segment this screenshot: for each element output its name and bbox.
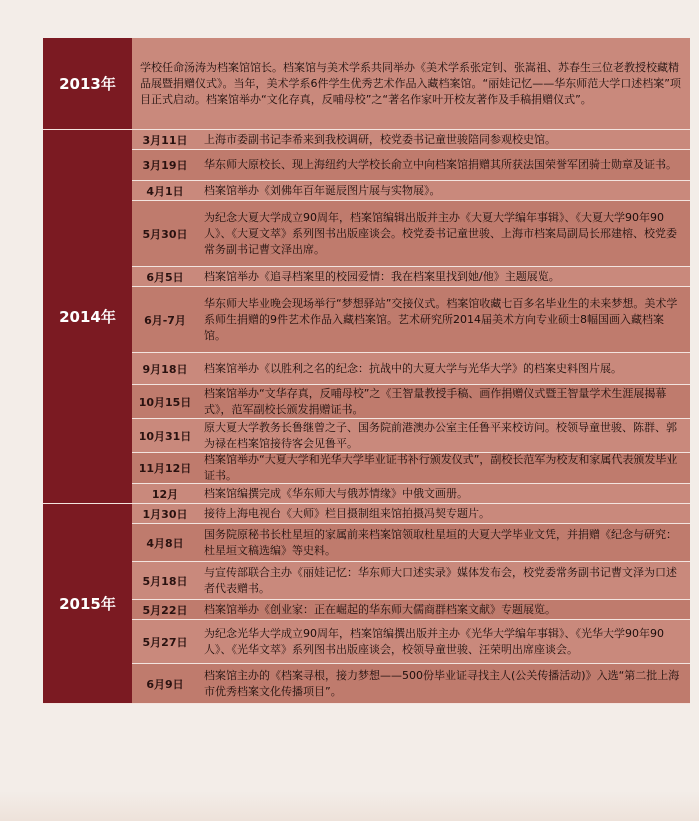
entry-text: 学校任命汤涛为档案馆馆长。档案馆与美术学系共同举办《美术学系张定钊、张嵩祖、苏春生三位老教授校藏精品展暨捐赠仪式》。当年，美术学系6件学生优秀艺术作品入藏档案馆。“丽娃记忆——华东师范大学口述档案”项目正式启动。档案馆举办“文化存真，反哺母校”之“著名作家叶开校友著作及手稿捐赠仪式”。 (140, 60, 681, 106)
entry-date: 1月30日 (142, 507, 188, 521)
entry-text: 与宣传部联合主办《丽娃记忆：华东师大口述实录》媒体发布会，校党委常务副书记曹文泽为口述者代表赠书。 (204, 565, 677, 595)
timeline-row (132, 38, 690, 130)
timeline-row (132, 453, 690, 484)
decorative-footer-art (0, 791, 699, 821)
entry-text: 接待上海电视台《大师》栏目摄制组来馆拍摄冯契专题片。 (204, 506, 490, 520)
timeline-row (132, 201, 690, 267)
year-cell (43, 38, 132, 130)
timeline-row (132, 484, 690, 504)
entry-text: 档案馆主办的《档案寻根，接力梦想——500份毕业证寻找主人(公关传播活动)》入选“第二批上海市优秀档案文化传播项目”。 (204, 668, 680, 698)
entry-date: 11月12日 (138, 462, 192, 475)
timeline-row (132, 504, 690, 524)
timeline-row (132, 181, 690, 201)
timeline-row (132, 267, 690, 287)
timeline-row (132, 130, 690, 150)
timeline-row (132, 562, 690, 600)
timeline-row (132, 664, 690, 704)
entry-text: 国务院原秘书长杜星垣的家属前来档案馆领取杜星垣的大夏大学毕业文凭，并捐赠《纪念与研究：杜星垣文稿选编》等史料。 (204, 527, 677, 557)
entry-date: 3月19日 (142, 159, 188, 172)
year-label: 2015年 (59, 595, 116, 613)
entry-text: 档案馆举办《刘佛年百年诞辰图片展与实物展》。 (204, 183, 441, 197)
entry-text: 上海市委副书记李希来到我校调研，校党委书记童世骏陪同参观校史馆。 (204, 132, 556, 146)
entry-date: 12月 (151, 487, 179, 501)
year-label: 2013年 (59, 75, 116, 93)
year-cell (43, 504, 132, 704)
entry-date: 6月5日 (146, 270, 184, 284)
entry-text: 档案馆举办《创业家：正在崛起的华东师大儒商群档案文献》专题展览。 (204, 602, 556, 616)
entry-text: 档案馆编撰完成《华东师大与俄苏情缘》中俄文画册。 (204, 486, 468, 500)
entry-text: 华东师大原校长、现上海纽约大学校长俞立中向档案馆捐赠其所获法国荣誉军团骑士勋章及证书。 (204, 158, 677, 171)
timeline-row (132, 150, 690, 181)
entry-text: 档案馆举办《以胜利之名的纪念：抗战中的大夏大学与光华大学》的档案史料图片展。 (204, 361, 622, 375)
entry-text: 档案馆举办“文华存真，反哺母校”之《王智量教授手稿、画作捐赠仪式暨王智量学术生涯展揭幕式》，范军副校长颁发捐赠证书。 (204, 386, 667, 416)
timeline-row (132, 620, 690, 664)
entry-text: 档案馆举办“大夏大学和光华大学毕业证书补行颁发仪式”，副校长范军为校友和家属代表颁发毕业证书。 (204, 453, 678, 482)
entry-text: 华东师大毕业晚会现场举行“梦想驿站”交接仪式。档案馆收藏七百多名毕业生的未来梦想。美术学系师生捐赠的9件艺术作品入藏档案馆。艺术研究所2014届美术方向专业硕士8幅国画入藏档案馆。 (204, 296, 678, 342)
timeline-row (132, 287, 690, 353)
entry-date: 6月-7月 (144, 313, 186, 327)
entry-text: 为纪念光华大学成立90周年，档案馆编撰出版并主办《光华大学编年事辑》、《光华大学90年90人》、《光华文萃》系列图书出版座谈会，校领导童世骏、汪荣明出席座谈会。 (204, 626, 664, 656)
entry-date: 4月1日 (146, 184, 184, 198)
entry-date: 5月27日 (142, 635, 188, 649)
entry-date: 3月11日 (142, 133, 188, 147)
entry-date: 4月8日 (146, 536, 184, 550)
entry-text: 原大夏大学教务长鲁继曾之子、国务院前港澳办公室主任鲁平来校访问。校领导童世骏、陈群、郭为禄在档案馆接待客会见鲁平。 (204, 420, 677, 450)
timeline-row (132, 600, 690, 620)
entry-date: 5月18日 (142, 574, 188, 588)
entry-text: 为纪念大夏大学成立90周年，档案馆编辑出版并主办《大夏大学编年事辑》、《大夏大学90年90人》、《大夏文萃》系列图书出版座谈会。校党委书记童世骏、上海市档案局副局长邢建榕、校党委常务副书记曹文泽出席。 (204, 210, 677, 256)
timeline-row (132, 385, 690, 419)
entry-text: 档案馆举办《追寻档案里的校园爱情：我在档案里找到她/他》主题展览。 (204, 269, 560, 283)
entry-date: 10月31日 (138, 429, 192, 443)
entry-date: 5月30日 (142, 227, 188, 241)
year-label: 2014年 (59, 308, 116, 326)
entry-date: 5月22日 (142, 603, 188, 617)
timeline-row (132, 353, 690, 385)
entry-date: 9月18日 (142, 362, 188, 376)
entry-date: 10月15日 (138, 395, 192, 409)
timeline-row (132, 419, 690, 453)
timeline-table (43, 38, 690, 704)
year-cell (43, 130, 132, 504)
timeline-row (132, 524, 690, 562)
entry-date: 6月9日 (146, 677, 184, 691)
